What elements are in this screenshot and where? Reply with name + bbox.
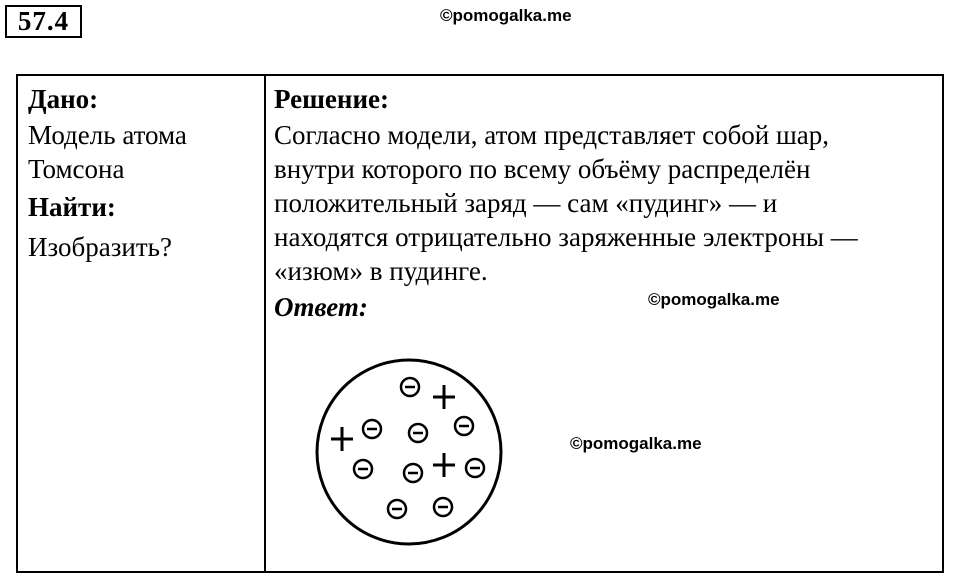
given-item [28,118,258,186]
electron [409,424,427,442]
given-heading: Дано: [28,84,99,114]
positive-charge [433,385,455,409]
solution-column [274,82,939,324]
solution-line: «изюм» в пудинге. [274,256,488,286]
electron [455,417,473,435]
answer-heading: Ответ: [274,292,368,322]
given-column [28,82,258,264]
solution-line: внутри которого по всему объёму распределён [274,154,811,184]
electron [401,378,419,396]
solution-line: положительный заряд — сам «пудинг» — и [274,188,778,218]
positive-charge [331,427,353,451]
watermark: ©pomogalka.me [648,290,780,309]
electron [363,420,381,438]
electron [404,464,422,482]
electron [434,498,452,516]
solution-table [16,74,944,573]
solution-heading: Решение: [274,84,389,114]
find-item: Изобразить? [28,232,172,262]
given-item-line: Модель атома [28,120,187,150]
solution-text [274,118,939,288]
electron [388,500,406,518]
problem-number: 57.4 [5,5,82,38]
electron [354,460,372,478]
electron [466,459,484,477]
find-heading: Найти: [28,192,116,222]
solution-line: Согласно модели, атом представляет собой шар, [274,120,830,150]
watermark: ©pomogalka.me [440,6,572,25]
solution-line: находятся отрицательно заряженные электроны — [274,222,858,252]
column-divider [264,76,266,571]
thomson-atom-diagram [304,352,534,552]
given-item-line: Томсона [28,154,125,184]
positive-charge [433,453,455,477]
watermark: ©pomogalka.me [570,434,702,453]
